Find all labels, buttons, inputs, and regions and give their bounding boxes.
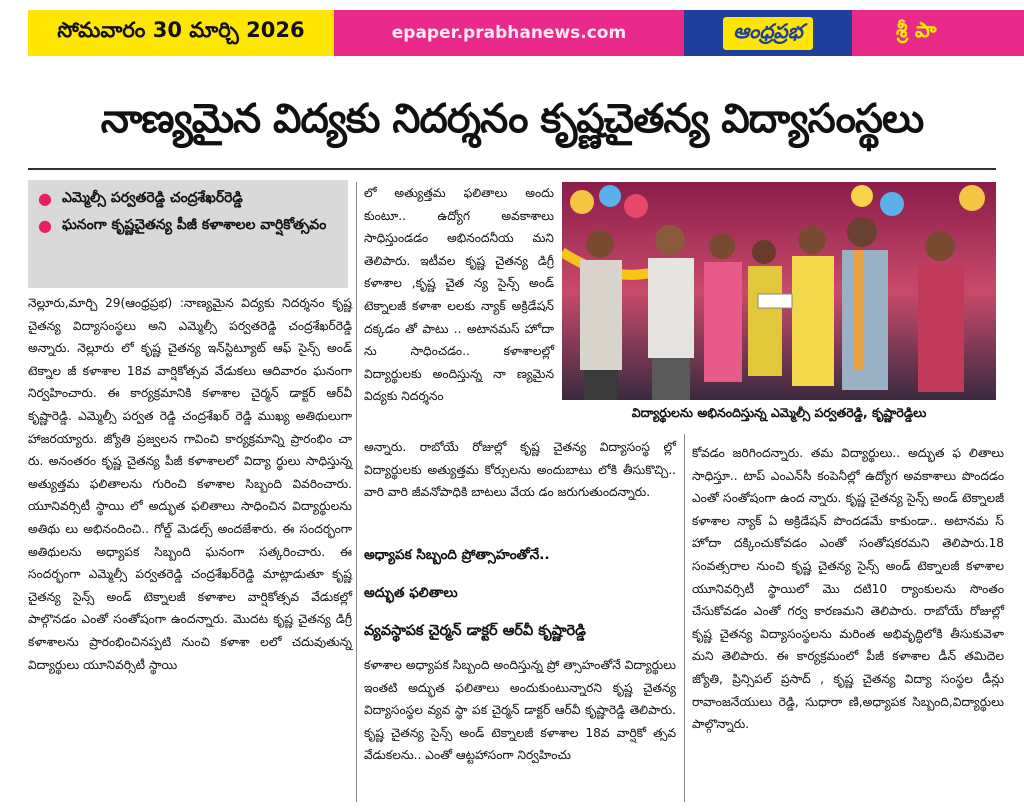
masthead-logo — [684, 10, 852, 56]
article-column-3 — [692, 442, 1004, 736]
photo-image — [562, 182, 996, 400]
article-column-2b — [364, 436, 676, 504]
subheading-3: వ్యవస్థాపక చైర్మన్ డాక్టర్ ఆర్‌వీ కృష్ణారెడ్డి — [364, 623, 586, 639]
site-url[interactable]: epaper.prabhanews.com — [334, 10, 684, 56]
photo-caption: విద్యార్థులను అభినందిస్తున్న ఎమ్మెల్సీ పర్వతరెడ్డి, కృష్ణారెడ్డిలు — [631, 405, 927, 420]
column-divider — [684, 434, 685, 802]
bullet-icon: ● — [38, 189, 52, 208]
column-text: లో అత్యుత్తమ ఫలితాలు అందు కుంటూ.. ఉద్యోగ అవకాశాలు సాధిస్తుండడం అభినందనీయ మని తెలిపారు. ఇటీవల కృష్ణ చైతన్య డిగ్రీ కళాశాల ,కృష్ణ చైత న్య సైన్స్ అండ్ టెక్నాలజీ కళాశా లలకు న్యాక్ అక్రిడేషన్ దక్కడం తో పాటు .. అటానమస్ హోదా ను సాధించడం.. కళాశాలల్లో విద్యార్థులకు అందిస్తున్న నా ణ్యమైన విద్యకు నిదర్శనం — [364, 186, 554, 404]
header-right-text: శ్రీ పా — [852, 10, 1024, 56]
highlights-box — [28, 180, 348, 288]
subheading-1: అధ్యాపక సిబ్బంది ప్రోత్సాహంతోనే.. — [364, 547, 550, 563]
edition-date: సోమవారం 30 మార్చి 2026 — [28, 10, 334, 56]
article-column-2c — [364, 654, 676, 767]
article-headline: నాణ్యమైన విద్యకు నిదర్శనం కృష్ణచైతన్య విద్యాసంస్థలు — [100, 96, 924, 142]
column-text: కళాశాల అధ్యాపక సిబ్బంది అందిస్తున్న ప్రో త్సాహంతోనే విద్యార్థులు ఇంతటి అద్భుత ఫలితాలు అందుకుంటున్నారని కృష్ణ చైతన్య విద్యాసంస్థల వ్యవ స్థా పక చైర్మన్ డాక్టర్ ఆర్‌వీ కృష్ణారెడ్డి తెలిపారు. కృష్ణ చైతన్య సైన్స్ అండ్ టెక్నాలజీ కళాశాల 18వ వార్షికో త్సవ వేడుకలను.. ఎంతో ఆట్టహాసంగా నిర్వహించు — [364, 658, 676, 763]
column-text: కోవడం జరిగిందన్నారు. తమ విద్యార్థులు.. అద్భుత ఫ లితాలు సాధిస్తూ.. టాప్ ఎంఎన్‌సీ కంపెనీల్లో ఉద్యోగ అవకాశాలు పొందడం ఎంతో సంతోషంగా ఉంద న్నారు. కృష్ణ చైతన్య సైన్స్ అండ్ టెక్నాలజీ కళాశాల న్యాక్ ఏ అక్రిడేషన్ పొందడమే కాకుండా.. అటానమ స్ హోదా దక్కించుకోవడం ఎంతో సంతోషకరమని తెలిపారు.18 సంవత్సరాల నుంచి కృష్ణ చైతన్య సైన్స్ అండ్ టెక్నాలజీ కళాశాల యూనివర్సిటీ స్థాయిలో మొ దటి10 ర్యాంకులను సొంతం చేసుకోవడం ఎంతో గర్వ కారణమని తెలిపారు. రాబోయే రోజుల్లో కృష్ణ చైతన్య విద్యాసంస్థలను మరింత అభివృద్ధిలోకి తీసుకువెళా మని తెలిపారు. ఈ కార్యక్రమంలో పీజీ కళాశాల డీన్ తమిదెల జ్యోతి, ప్రిన్సిపల్ ప్రసాద్ , కృష్ణ చైతన్య విద్యా సంస్థల డీన్లు రావాంజనేయులు రెడ్డి, సుధారా ణి,అధ్యాపక సిబ్బంది,విద్యార్థులు పాల్గొన్నారు. — [692, 446, 1004, 732]
highlight-item — [38, 215, 338, 236]
event-photo — [562, 182, 996, 400]
highlight-text: ఘనంగా కృష్ణచైతన్య పీజీ కళాశాలల వార్షికోత్సవం — [61, 217, 327, 233]
logo-text: ఆంధ్రప్రభ — [723, 17, 812, 50]
highlight-text: ఎమ్మెల్సీ పర్వతరెడ్డి చంద్రశేఖర్‌రెడ్డి — [61, 190, 243, 206]
headline-rule — [28, 168, 996, 170]
article-column-1 — [28, 292, 352, 676]
column-divider — [356, 182, 357, 802]
bullet-icon: ● — [38, 216, 52, 235]
subheading-2: అద్భుత ఫలితాలు — [364, 585, 458, 601]
page-header — [0, 0, 1024, 70]
column-text: నెల్లూరు,మార్చి 29(ఆంధ్రప్రభ) :నాణ్యమైన విద్యకు నిదర్శనం కృష్ణ చైతన్య విద్యాసంస్థలు అని ఎమ్మెల్సీ పర్వతరెడ్డి చంద్రశేఖర్‌రెడ్డి అన్నారు. నెల్లూరు లో కృష్ణ చైతన్య ఇన్‌స్టిట్యూట్ ఆఫ్ సైన్స్ అండ్ టెక్నాల జీ కళాశాల 18వ వార్షికోత్సవ వేడుకలు ఆదివారం ఘనంగా నిర్వహించారు. ఈ కార్యక్రమానికి కళాశాల చైర్మన్ డాక్టర్ ఆర్‌వీ కృష్ణారెడ్డి. ఎమ్మెల్సీ పర్వత రెడ్డి చంద్రశేఖర్ రెడ్డి ముఖ్య అతిథులుగా హాజరయ్యారు. జ్యోతి ప్రజ్వలన గావించి కార్యక్రమాన్ని ప్రారంభిం చా రు. అనంతరం కృష్ణ చైతన్య పీజీ కళాశాలలో విద్యా ర్థులు సాధిస్తున్న అత్యుత్తమ ఫలితాలను గురించి కళాశాల సిబ్బంది వివరించారు. యూనివర్సిటీ స్థాయి లో అద్భుత ఫలితాలు సాధించిన విద్యార్థులను అతిథు లు అభినందించి.. గోల్డ్ మెడల్స్ అందజేశారు. ఈ సందర్భంగా అతిథులను అధ్యాపక సిబ్బంది ఘనంగా సత్కరించారు. ఈ సందర్భంగా ఎమ్మెల్సీ పర్వతరెడ్డి చంద్రశేఖర్‌రెడ్డి మాట్లాడుతూ కృష్ణ చైతన్య సైన్స్ అండ్ టెక్నాలజీ కళాశాల వార్షికోత్సవ వేడుకల్లో పాల్గొనడం ఎంతో సంతోషంగా ఉందన్నారు. మొదట కృష్ణ చైతన్య డిగ్రీ కళాశాలను ప్రారంభించినప్పటి నుంచి కళాశా లలో చదువుతున్న విద్యార్థులు యూనివర్సిటీ స్థాయి — [28, 296, 352, 672]
column-text: అన్నారు. రాబోయే రోజుల్లో కృష్ణ చైతన్య విద్యాసంస్థ ల్లో విద్యార్థులకు అత్యుత్తమ కోర్సులను అందుబాటు లోకి తీసుకొచ్చి.. వారి వారి జీవనోపాధికి బాటలు వేయ డం జరుగుతుందన్నారు. — [364, 440, 676, 500]
article-column-2 — [364, 182, 554, 408]
highlight-item — [38, 188, 338, 209]
